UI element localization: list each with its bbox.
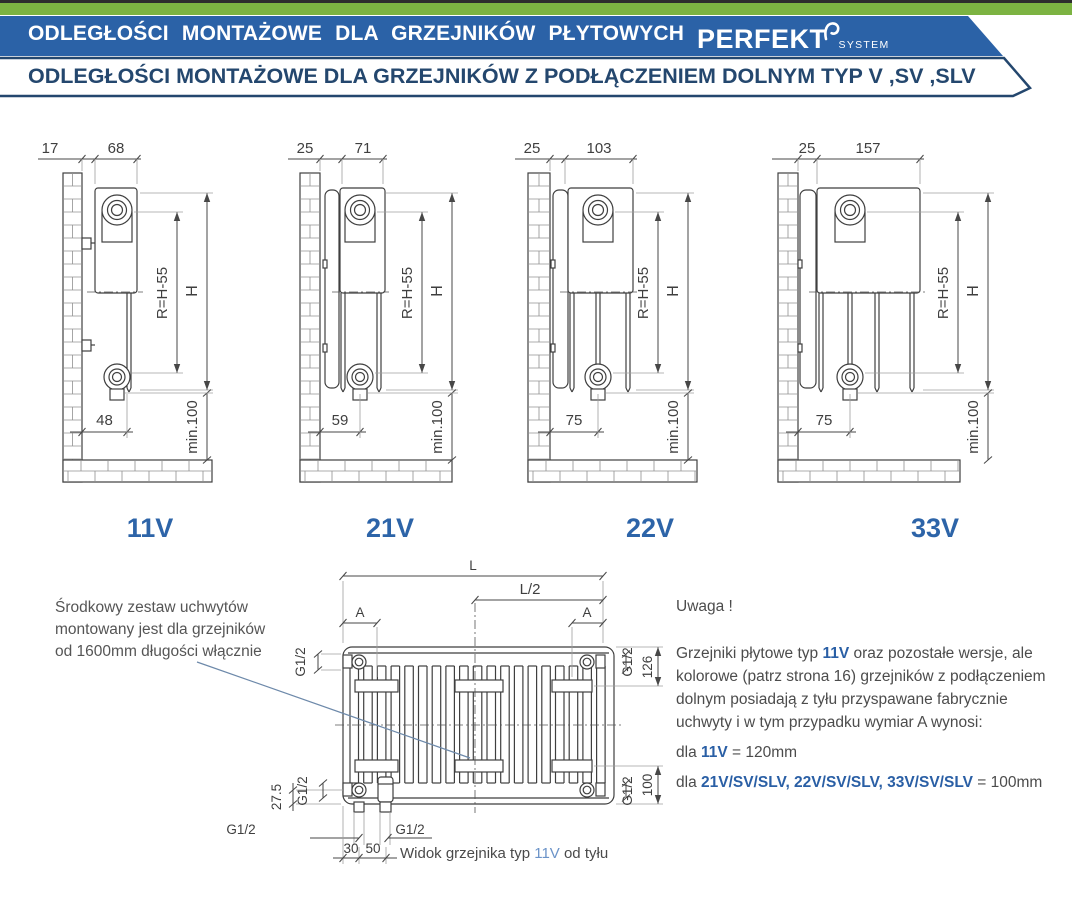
floor: [300, 460, 452, 482]
brand-logo: [697, 21, 890, 53]
floor: [63, 460, 212, 482]
dim-label: 17: [41, 140, 59, 157]
dim-label: 100: [640, 773, 655, 797]
dim-label: 33V: [910, 513, 960, 543]
dim-label: H: [665, 285, 682, 297]
page-subtitle: ODLEGŁOŚCI MONTAŻOWE DLA GRZEJNIKÓW Z PODŁĄCZENIEM DOLNYM TYP V ,SV ,SLV: [28, 64, 976, 88]
dim-label: R=H-55: [935, 266, 952, 320]
note-line: kolorowe (patrz strona 16) grzejników z podłączeniem: [676, 668, 1046, 685]
diagram-22v: [505, 138, 765, 550]
dim-label: 22V: [625, 513, 675, 543]
dim-label: 75: [815, 412, 833, 429]
dim-label: min.100: [184, 400, 201, 454]
dim-label: R=H-55: [635, 266, 652, 320]
dim-label: G1/2: [620, 647, 635, 677]
note-type-ref: 21V/SV/SLV, 22V/SV/SLV, 33V/SV/SLV: [701, 774, 973, 791]
dim-label: 71: [354, 140, 372, 157]
radiator-section: [323, 188, 389, 400]
diagram-slot-21v: [278, 138, 510, 555]
dim-label: R=H-55: [154, 266, 171, 320]
dim-label: L/2: [519, 581, 541, 598]
diagram-11v: [30, 138, 280, 550]
brand-name: PERFEKT: [697, 24, 827, 54]
dim-label: H: [429, 285, 446, 297]
radiator-section: [82, 188, 143, 400]
dim-label: 27.5: [269, 783, 284, 811]
note-dla-11v: [676, 741, 1072, 764]
dim-label: min.100: [665, 400, 682, 454]
note-left: [55, 597, 265, 663]
diagram-slot-22v: [505, 138, 765, 555]
dim-label: 59: [331, 412, 349, 429]
note-left-line: Środkowy zestaw uchwytów: [55, 599, 248, 616]
radiator-section: [551, 188, 639, 400]
dim-label: H: [184, 285, 201, 297]
caption-text: od tyłu: [559, 845, 609, 862]
dim-label: R=H-55: [399, 266, 416, 320]
note-line: dolnym posiadają z tyłu przyspawane fabrycznie: [676, 691, 1008, 708]
dim-label: 48: [96, 412, 113, 429]
dim-label: 25: [523, 140, 541, 157]
dim-label: 30: [343, 841, 359, 856]
dim-label: 75: [565, 412, 583, 429]
diagram-slot-11v: [30, 138, 280, 555]
page-title: ODLEGŁOŚCI MONTAŻOWE DLA GRZEJNIKÓW PŁYTOWYCH: [28, 22, 685, 45]
note-text: = 120mm: [727, 744, 798, 761]
dim-label: A: [582, 605, 592, 620]
dim-label: min.100: [429, 400, 446, 454]
dim-label: G1/2: [395, 822, 425, 837]
dim-label: A: [355, 605, 365, 620]
rear-caption: [400, 845, 608, 862]
brand-hook-icon: [823, 21, 841, 41]
note-left-line: montowany jest dla grzejników: [55, 621, 266, 638]
note-text: oraz pozostałe wersje, ale: [849, 645, 1033, 662]
dim-label: 157: [855, 140, 881, 157]
brand-subname: SYSTEM: [838, 39, 890, 51]
dim-label: 126: [640, 655, 655, 679]
note-right-title: Uwaga !: [676, 598, 733, 615]
note-left-line: od 1600mm długości włącznie: [55, 643, 262, 660]
floor: [528, 460, 697, 482]
dim-label: 68: [107, 140, 125, 157]
diagram-slot-33v: [762, 138, 1064, 555]
dim-label: G1/2: [293, 647, 308, 677]
note-type-ref: 11V: [701, 744, 728, 761]
dim-label: min.100: [965, 400, 982, 454]
floor: [778, 460, 960, 482]
caption-text: Widok grzejnika typ: [400, 845, 535, 862]
note-line: uchwyty i w tym przypadku wymiar A wynosi:: [676, 714, 983, 731]
note-text: Grzejniki płytowe typ: [676, 645, 823, 662]
caption-type-ref: 11V: [534, 845, 560, 862]
diagram-21v: [278, 138, 510, 550]
note-text: = 100mm: [972, 774, 1043, 791]
dim-label: H: [965, 285, 982, 297]
note-right-paragraph: [676, 642, 1072, 734]
note-line: [676, 642, 1072, 665]
dim-label: 50: [365, 841, 381, 856]
note-type-ref: 11V: [822, 645, 850, 662]
dim-label: G1/2: [226, 822, 256, 837]
note-text: dla: [676, 774, 701, 791]
radiator-section: [798, 188, 926, 400]
diagram-33v: [762, 138, 1064, 550]
dim-label: L: [469, 558, 477, 573]
page-header: [0, 0, 1072, 100]
dim-label: 11V: [126, 513, 174, 543]
note-text: dla: [676, 744, 701, 761]
dim-label: 25: [798, 140, 816, 157]
dim-label: 103: [586, 140, 612, 157]
dim-label: G1/2: [620, 776, 635, 806]
dim-label: G1/2: [295, 776, 310, 806]
note-right: [676, 595, 1072, 794]
dim-label: 21V: [365, 513, 415, 543]
dim-label: 25: [296, 140, 314, 157]
note-dla-other: [676, 771, 1072, 794]
